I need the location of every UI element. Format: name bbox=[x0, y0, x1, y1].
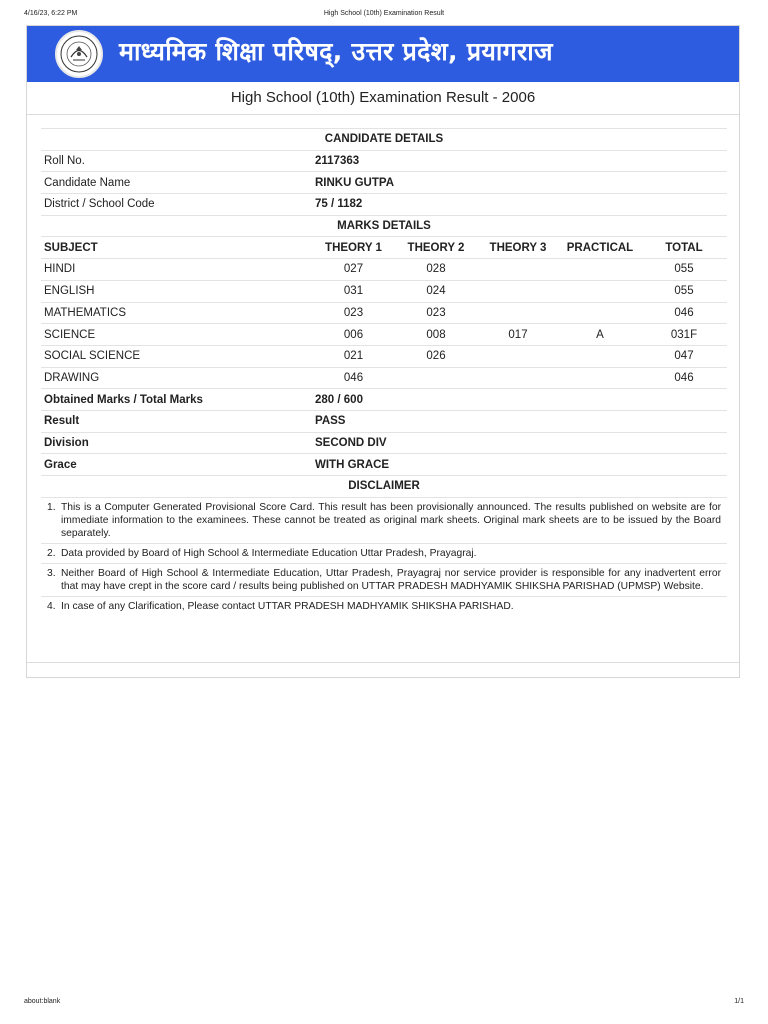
subject-cell: SCIENCE bbox=[41, 324, 312, 346]
subject-cell: SOCIAL SCIENCE bbox=[41, 345, 312, 367]
grace-value: WITH GRACE bbox=[312, 454, 727, 476]
col-theory-1: THEORY 1 bbox=[312, 237, 395, 259]
practical-cell bbox=[559, 259, 641, 281]
total-cell: 047 bbox=[641, 345, 727, 367]
theory-3-cell bbox=[477, 259, 559, 281]
up-govt-emblem-icon bbox=[55, 30, 103, 78]
roll-no-value: 2117363 bbox=[312, 150, 727, 172]
board-name: माध्यमिक शिक्षा परिषद्, उत्तर प्रदेश, प्रयागराज bbox=[119, 37, 553, 66]
disclaimer-number: 1. bbox=[47, 501, 56, 513]
candidate-row bbox=[41, 150, 727, 172]
col-subject: SUBJECT bbox=[41, 237, 312, 259]
disclaimer-text: This is a Computer Generated Provisional Score Card. This result has been provisionally announced. The results published on website are for immediate information to the examinees. These cannot be treated as original mark sheets. Original mark sheets are to be issued by the Board separately. bbox=[61, 501, 721, 539]
result-label: Result bbox=[41, 410, 312, 432]
practical-cell: A bbox=[559, 324, 641, 346]
practical-cell bbox=[559, 302, 641, 324]
theory-3-cell bbox=[477, 280, 559, 302]
marks-row bbox=[41, 302, 727, 324]
theory-1-cell: 023 bbox=[312, 302, 395, 324]
col-theory-3: THEORY 3 bbox=[477, 237, 559, 259]
print-footer bbox=[24, 998, 744, 1010]
disclaimer-text: Neither Board of High School & Intermediate Education, Uttar Pradesh, Prayagraj nor service provider is responsible for any inadvertent error that may have crept in the score card / results being published on UTTAR PRADESH MADHYAMIK SHIKSHA PARISHAD (UPMSP) Website. bbox=[61, 567, 721, 592]
disclaimer-number: 2. bbox=[47, 547, 56, 559]
district-code-value: 75 / 1182 bbox=[312, 194, 727, 216]
subject-cell: ENGLISH bbox=[41, 280, 312, 302]
total-cell: 055 bbox=[641, 280, 727, 302]
disclaimer-list bbox=[41, 497, 727, 616]
disclaimer-text: In case of any Clarification, Please contact UTTAR PRADESH MADHYAMIK SHIKSHA PARISHAD. bbox=[61, 600, 514, 612]
candidate-name-label: Candidate Name bbox=[41, 172, 312, 194]
exam-title: High School (10th) Examination Result - 2006 bbox=[27, 82, 739, 115]
theory-1-cell: 031 bbox=[312, 280, 395, 302]
total-cell: 046 bbox=[641, 367, 727, 389]
marks-row bbox=[41, 259, 727, 281]
col-practical: PRACTICAL bbox=[559, 237, 641, 259]
division-label: Division bbox=[41, 432, 312, 454]
theory-2-cell bbox=[395, 367, 477, 389]
col-total: TOTAL bbox=[641, 237, 727, 259]
marks-column-headers bbox=[41, 237, 727, 259]
print-datetime: 4/16/23, 6:22 PM bbox=[24, 10, 78, 17]
practical-cell bbox=[559, 367, 641, 389]
theory-2-cell: 026 bbox=[395, 345, 477, 367]
summary-row bbox=[41, 410, 727, 432]
disclaimer-item bbox=[41, 563, 727, 596]
print-url: about:blank bbox=[24, 998, 61, 1005]
card-bottom-divider bbox=[27, 662, 739, 663]
marks-heading: MARKS DETAILS bbox=[41, 215, 727, 237]
theory-3-cell bbox=[477, 302, 559, 324]
candidate-row bbox=[41, 172, 727, 194]
roll-no-label: Roll No. bbox=[41, 150, 312, 172]
disclaimer-heading: DISCLAIMER bbox=[41, 476, 727, 497]
result-content bbox=[41, 128, 727, 616]
candidate-section-header bbox=[41, 129, 727, 151]
summary-row bbox=[41, 432, 727, 454]
marks-row bbox=[41, 324, 727, 346]
subject-cell: HINDI bbox=[41, 259, 312, 281]
marks-row bbox=[41, 367, 727, 389]
subject-cell: DRAWING bbox=[41, 367, 312, 389]
practical-cell bbox=[559, 280, 641, 302]
theory-3-cell bbox=[477, 367, 559, 389]
theory-1-cell: 027 bbox=[312, 259, 395, 281]
practical-cell bbox=[559, 345, 641, 367]
marks-row bbox=[41, 280, 727, 302]
theory-1-cell: 046 bbox=[312, 367, 395, 389]
disclaimer-item bbox=[41, 497, 727, 543]
summary-row bbox=[41, 389, 727, 411]
result-value: PASS bbox=[312, 410, 727, 432]
candidate-row bbox=[41, 194, 727, 216]
district-code-label: District / School Code bbox=[41, 194, 312, 216]
disclaimer-number: 3. bbox=[47, 567, 56, 579]
total-cell: 055 bbox=[641, 259, 727, 281]
subject-cell: MATHEMATICS bbox=[41, 302, 312, 324]
theory-1-cell: 021 bbox=[312, 345, 395, 367]
total-cell: 046 bbox=[641, 302, 727, 324]
grace-label: Grace bbox=[41, 454, 312, 476]
disclaimer-item bbox=[41, 543, 727, 563]
marks-row bbox=[41, 345, 727, 367]
summary-row bbox=[41, 454, 727, 476]
theory-2-cell: 028 bbox=[395, 259, 477, 281]
result-table bbox=[41, 128, 727, 497]
theory-1-cell: 006 bbox=[312, 324, 395, 346]
print-page-number: 1/1 bbox=[734, 998, 744, 1005]
theory-2-cell: 024 bbox=[395, 280, 477, 302]
theory-2-cell: 023 bbox=[395, 302, 477, 324]
candidate-heading: CANDIDATE DETAILS bbox=[41, 129, 727, 151]
obtained-marks-value: 280 / 600 bbox=[312, 389, 727, 411]
disclaimer-section-header bbox=[41, 476, 727, 497]
col-theory-2: THEORY 2 bbox=[395, 237, 477, 259]
total-cell: 031F bbox=[641, 324, 727, 346]
theory-3-cell: 017 bbox=[477, 324, 559, 346]
print-header bbox=[24, 10, 744, 22]
marks-section-header bbox=[41, 215, 727, 237]
candidate-name-value: RINKU GUTPA bbox=[312, 172, 727, 194]
result-card bbox=[26, 25, 740, 678]
division-value: SECOND DIV bbox=[312, 432, 727, 454]
disclaimer-number: 4. bbox=[47, 600, 56, 612]
obtained-marks-label: Obtained Marks / Total Marks bbox=[41, 389, 312, 411]
board-banner bbox=[27, 26, 739, 82]
disclaimer-text: Data provided by Board of High School & Intermediate Education Uttar Pradesh, Prayagraj. bbox=[61, 547, 477, 559]
theory-3-cell bbox=[477, 345, 559, 367]
print-doc-title: High School (10th) Examination Result bbox=[323, 10, 445, 17]
theory-2-cell: 008 bbox=[395, 324, 477, 346]
disclaimer-item bbox=[41, 596, 727, 616]
